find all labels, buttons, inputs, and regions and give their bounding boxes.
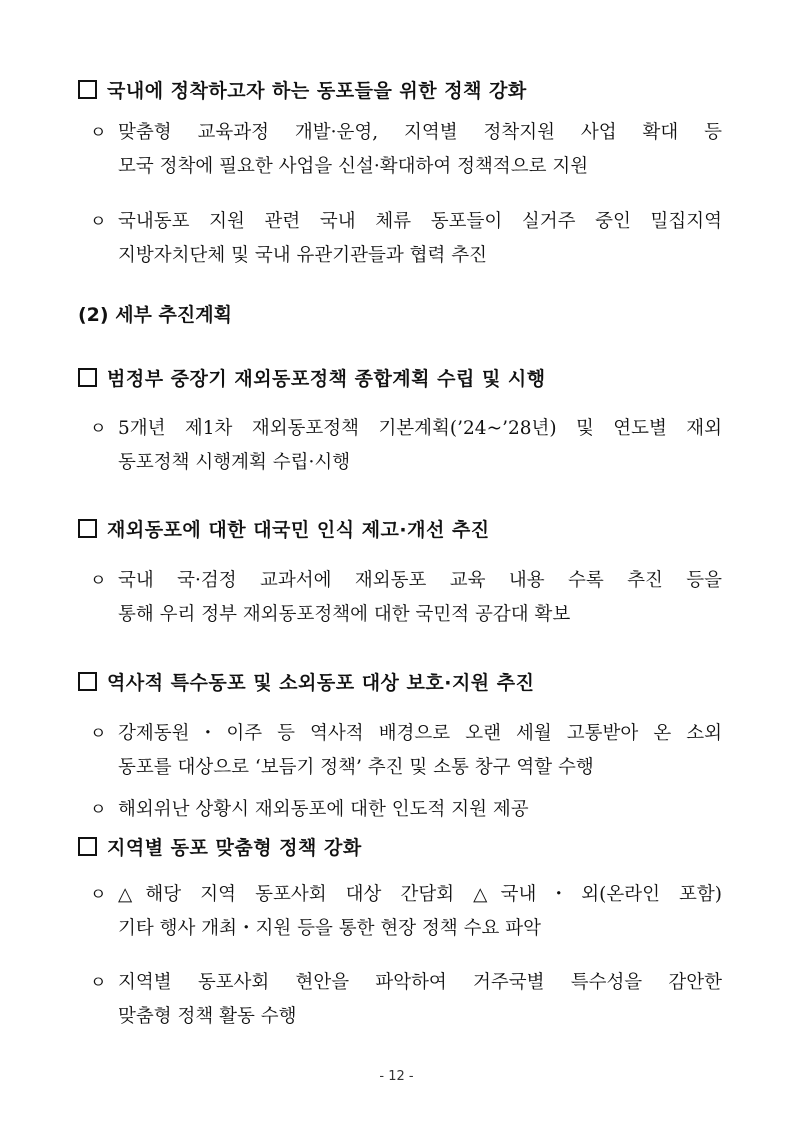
subsection-title: (2) 세부 추진계획 xyxy=(78,304,232,326)
checkbox-square-icon xyxy=(78,837,97,856)
checkbox-square-icon xyxy=(78,519,97,538)
bullet-item xyxy=(90,966,722,1034)
bullet-line: 지역별 동포사회 현안을 파악하여 거주국별 특수성을 감안한 xyxy=(118,972,722,993)
bullet-circle-icon: ㅇ xyxy=(90,724,107,744)
checkbox-square-icon xyxy=(78,368,97,387)
bullet-item xyxy=(90,564,722,632)
bullet-line: 통해 우리 정부 재외동포정책에 대한 국민적 공감대 확보 xyxy=(118,604,571,625)
bullet-circle-icon: ㅇ xyxy=(90,885,107,905)
bullet-line: 맞춤형 정책 활동 수행 xyxy=(118,1006,297,1027)
section-heading xyxy=(78,76,527,103)
bullet-line: 국내동포 지원 관련 국내 체류 동포들이 실거주 중인 밀집지역 xyxy=(118,211,722,232)
heading-text: 역사적 특수동포 및 소외동포 대상 보호·지원 추진 xyxy=(107,672,535,694)
bullet-line: 국내 국·검정 교과서에 재외동포 교육 내용 수록 추진 등을 xyxy=(118,570,722,591)
section-heading xyxy=(78,833,362,860)
bullet-circle-icon: ㅇ xyxy=(90,800,107,820)
checkbox-square-icon xyxy=(78,672,97,691)
bullet-line: 강제동원・이주 등 역사적 배경으로 오랜 세월 고통받아 온 소외 xyxy=(118,723,722,744)
bullet-line: 모국 정착에 필요한 사업을 신설·확대하여 정책적으로 지원 xyxy=(118,156,589,177)
bullet-item xyxy=(90,116,722,184)
bullet-circle-icon: ㅇ xyxy=(90,973,107,993)
page-number: - 12 - xyxy=(379,1069,414,1084)
bullet-circle-icon: ㅇ xyxy=(90,571,107,591)
bullet-line: 동포정책 시행계획 수립·시행 xyxy=(118,452,351,473)
section-heading xyxy=(78,364,546,391)
heading-text: 범정부 중장기 재외동포정책 종합계획 수립 및 시행 xyxy=(107,368,546,390)
section-heading xyxy=(78,668,535,695)
bullet-line: △해당 지역 동포사회 대상 간담회 △국내・외(온라인 포함) xyxy=(118,884,722,905)
bullet-line: 지방자치단체 및 국내 유관기관들과 협력 추진 xyxy=(118,245,487,266)
bullet-line: 동포를 대상으로 ‘보듬기 정책’ 추진 및 소통 창구 역할 수행 xyxy=(118,757,594,778)
heading-text: 국내에 정착하고자 하는 동포들을 위한 정책 강화 xyxy=(107,80,527,102)
bullet-item xyxy=(90,878,722,946)
bullet-item xyxy=(90,412,722,480)
bullet-circle-icon: ㅇ xyxy=(90,123,107,143)
bullet-line: 기타 행사 개최・지원 등을 통한 현장 정책 수요 파악 xyxy=(118,918,541,939)
bullet-line: 5개년 제1차 재외동포정책 기본계획(’24~’28년) 및 연도별 재외 xyxy=(118,418,722,439)
heading-text: 지역별 동포 맞춤형 정책 강화 xyxy=(107,837,362,859)
checkbox-square-icon xyxy=(78,80,97,99)
heading-text: 재외동포에 대한 대국민 인식 제고·개선 추진 xyxy=(107,519,490,541)
section-heading xyxy=(78,515,490,542)
bullet-circle-icon: ㅇ xyxy=(90,212,107,232)
bullet-line: 해외위난 상황시 재외동포에 대한 인도적 지원 제공 xyxy=(118,799,529,820)
bullet-item xyxy=(90,717,722,785)
bullet-circle-icon: ㅇ xyxy=(90,419,107,439)
bullet-item xyxy=(90,205,722,273)
bullet-line: 맞춤형 교육과정 개발·운영, 지역별 정착지원 사업 확대 등 xyxy=(118,122,722,143)
bullet-item xyxy=(90,793,722,827)
